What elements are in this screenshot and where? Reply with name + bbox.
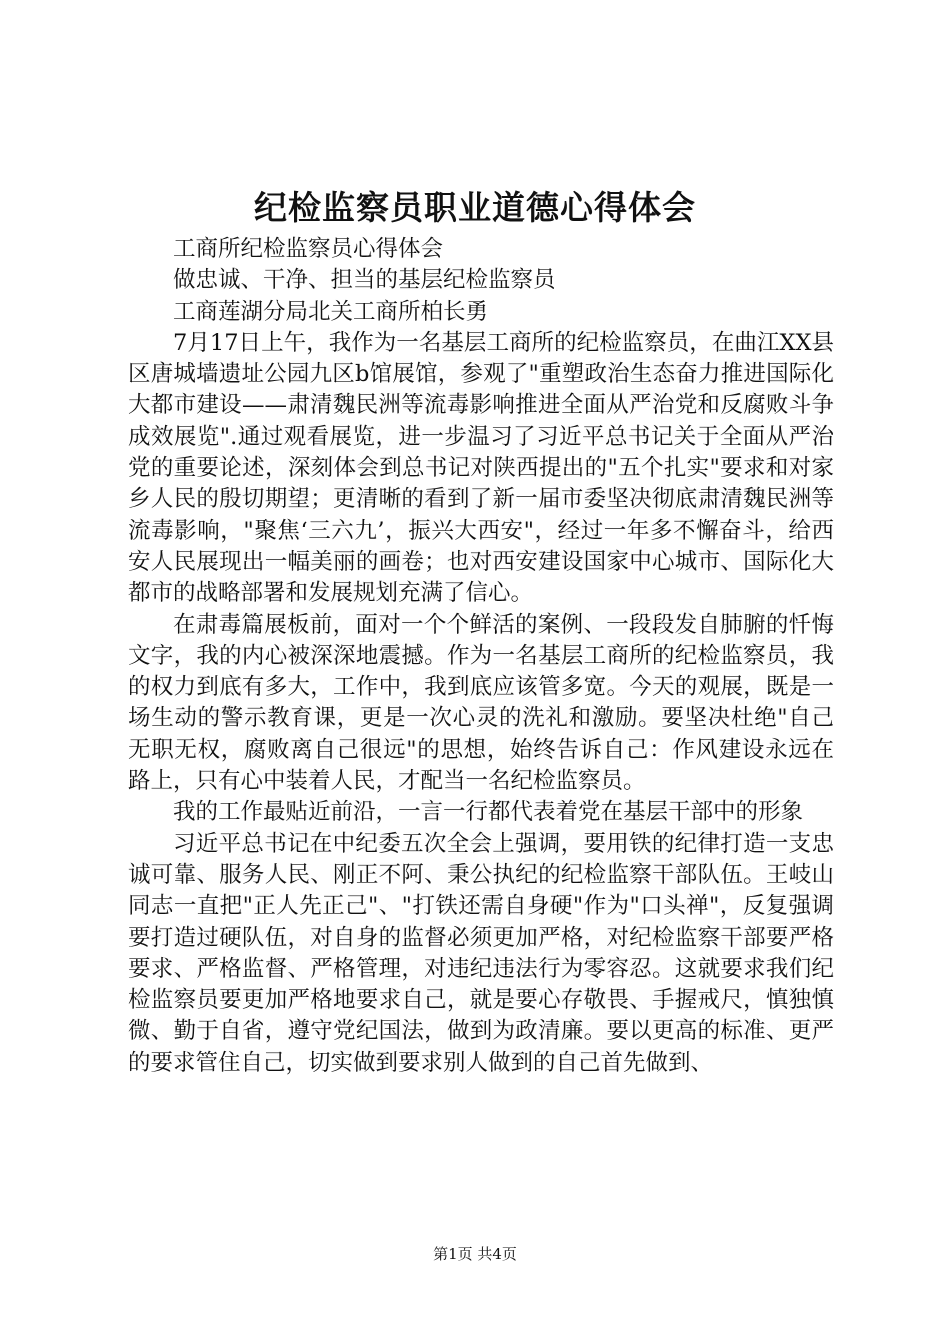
section-heading: 我的工作最贴近前沿，一言一行都代表着党在基层干部中的形象 bbox=[173, 799, 804, 826]
body-paragraph: 习近平总书记在中纪委五次全会上强调，要用铁的纪律打造一支忠诚可靠、服务人民、刚正不阿、秉公执纪的纪检监察干部队伍。王岐山同志一直把"正人先正己"、"打铁还需自身硬"作为"口头禅"，反复强调要打造过硬队伍，对自身的监督必须更加严格，对纪检监察干部要严格要求、严格监督、严格管理，对违纪违法行为零容忍。这就要求我们纪检监察员要更加严格地要求自己，就是要心存敬畏、手握戒尺，慎独慎微、勤于自省，遵守党纪国法，做到为政清廉。要以更高的标准、更严的要求管住自己，切实做到要求别人做到的自己首先做到、 bbox=[128, 830, 834, 1076]
body-paragraph: 在肃毒篇展板前，面对一个个鲜活的案例、一段段发自肺腑的忏悔文字，我的内心被深深地震撼。作为一名基层工商所的纪检监察员，我的权力到底有多大，工作中，我到底应该管多宽。今天的观展，既是一场生动的警示教育课，更是一次心灵的洗礼和激励。要坚决杜绝"自己无职无权，腐败离自己很远"的思想，始终告诉自己：作风建设永远在路上，只有心中装着人民，才配当一名纪检监察员。 bbox=[128, 611, 834, 795]
document-body bbox=[128, 234, 834, 1079]
author-line: 工商莲湖分局北关工商所柏长勇 bbox=[173, 298, 489, 325]
subtitle-line: 做忠诚、干净、担当的基层纪检监察员 bbox=[173, 267, 556, 294]
page-title: 纪检监察员职业道德心得体会 bbox=[254, 188, 696, 227]
body-paragraph: 7月17日上午，我作为一名基层工商所的纪检监察员，在曲江XX县区唐城墙遗址公园九区b馆展馆，参观了"重塑政治生态奋力推进国际化大都市建设——肃清魏民洲等流毒影响推进全面从严治党和反腐败斗争成效展览".通过观看展览，进一步温习了习近平总书记关于全面从严治党的重要论述，深刻体会到总书记对陕西提出的"五个扎实"要求和对家乡人民的殷切期望；更清晰的看到了新一届市委坚决彻底肃清魏民洲等流毒影响，"聚焦‘三六九’，振兴大西安"，经过一年多不懈奋斗，给西安人民展现出一幅美丽的画卷；也对西安建设国家中心城市、国际化大都市的战略部署和发展规划充满了信心。 bbox=[128, 329, 834, 607]
page-footer: 第1页 共4页 bbox=[433, 1245, 517, 1263]
subtitle-line: 工商所纪检监察员心得体会 bbox=[173, 236, 444, 262]
